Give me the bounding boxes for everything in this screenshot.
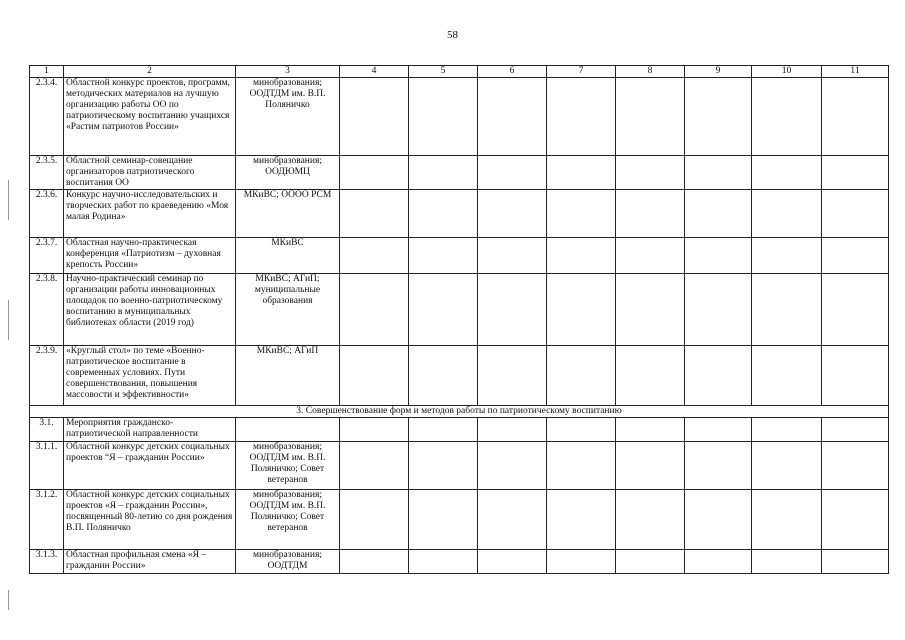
column-header: 6 <box>478 66 547 78</box>
binding-margin-mark <box>8 300 9 340</box>
table-header-row <box>30 66 889 78</box>
plan-table-container <box>29 65 889 574</box>
event-cell: «Круглый стол» по теме «Военно-патриотическое воспитание в современных условиях. Пути совершенствования, повышения массовости и эффективности» <box>64 346 236 406</box>
column-header: 7 <box>547 66 616 78</box>
executors-cell: МКиВС <box>236 238 340 274</box>
row-number: 2.3.7. <box>30 238 64 274</box>
row-number: 2.3.9. <box>30 346 64 406</box>
executors-cell: минобразования; ООДТДМ им. В.П. Поляничко <box>236 78 340 156</box>
column-header: 4 <box>340 66 409 78</box>
table-row <box>30 190 889 238</box>
event-cell: Областной конкурс детских социальных проектов “Я – гражданин России» <box>64 442 236 490</box>
executors-cell: МКиВС; АГиП; муниципальные образования <box>236 274 340 346</box>
table-row <box>30 442 889 490</box>
row-number: 3.1. <box>30 418 64 442</box>
section-heading-row <box>30 406 889 418</box>
row-number: 2.3.6. <box>30 190 64 238</box>
row-number: 2.3.4. <box>30 78 64 156</box>
event-cell: Областной конкурс проектов, программ, методических материалов на лучшую организацию работы ОО по патриотическому воспитанию учащихся «Растим патриотов России» <box>64 78 236 156</box>
table-row <box>30 418 889 442</box>
executors-cell: МКиВС; АГиП <box>236 346 340 406</box>
row-number: 3.1.1. <box>30 442 64 490</box>
executors-cell <box>236 418 340 442</box>
column-header: 3 <box>236 66 340 78</box>
column-header: 9 <box>685 66 752 78</box>
column-header: 11 <box>822 66 889 78</box>
column-header: 1 <box>30 66 64 78</box>
table-row <box>30 550 889 574</box>
table-row <box>30 78 889 156</box>
event-cell: Областная профильная смена «Я – гражданин России» <box>64 550 236 574</box>
row-number: 3.1.2. <box>30 490 64 550</box>
table-row <box>30 156 889 190</box>
column-header: 2 <box>64 66 236 78</box>
event-cell: Областная научно-практическая конференция «Патриотизм – духовная крепость России» <box>64 238 236 274</box>
event-cell: Областной семинар-совещание организаторов патриотического воспитания ОО <box>64 156 236 190</box>
row-number: 2.3.8. <box>30 274 64 346</box>
column-header: 5 <box>409 66 478 78</box>
executors-cell: минобразования; ООДТДМ <box>236 550 340 574</box>
column-header: 8 <box>616 66 685 78</box>
row-number: 3.1.3. <box>30 550 64 574</box>
table-row <box>30 346 889 406</box>
section-title: 3. Совершенствование форм и методов работы по патриотическому воспитанию <box>30 406 889 418</box>
plan-table <box>29 65 889 574</box>
event-cell: Конкурс научно-исследовательских и творческих работ по краеведению «Моя малая Родина» <box>64 190 236 238</box>
column-header: 10 <box>752 66 822 78</box>
executors-cell: минобразования; ООДТДМ им. В.П. Поляничко; Совет ветеранов <box>236 442 340 490</box>
event-cell: Областной конкурс детских социальных проектов «Я – гражданин России», посвященный 80-летию со дня рождения В.П. Поляничко <box>64 490 236 550</box>
row-number: 2.3.5. <box>30 156 64 190</box>
executors-cell: МКиВС; ОООО РСМ <box>236 190 340 238</box>
table-row <box>30 274 889 346</box>
event-cell: Мероприятия гражданско-патриотической направленности <box>64 418 236 442</box>
executors-cell: минобразования; ООДЮМЦ <box>236 156 340 190</box>
binding-margin-mark <box>8 590 9 610</box>
event-cell: Научно-практический семинар по организации работы инновационных площадок по военно-патриотическому воспитанию в муниципальных библиотеках области (2019 год) <box>64 274 236 346</box>
page-number: 58 <box>447 29 458 41</box>
table-row <box>30 490 889 550</box>
binding-margin-mark <box>8 180 9 220</box>
executors-cell: минобразования; ООДТДМ им. В.П. Поляничко; Совет ветеранов <box>236 490 340 550</box>
table-row <box>30 238 889 274</box>
